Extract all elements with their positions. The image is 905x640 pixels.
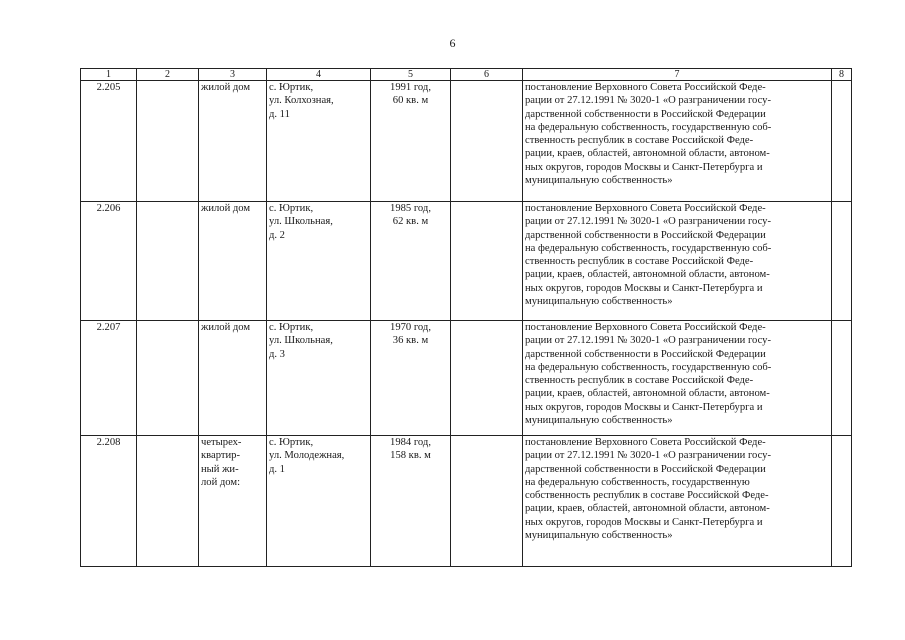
year-area-cell xyxy=(371,436,451,567)
object-type-cell xyxy=(199,436,267,567)
legal-basis-line: ных округов, городов Москвы и Санкт-Петербурга и xyxy=(525,401,763,413)
table-row xyxy=(81,321,852,436)
year-area-cell xyxy=(371,321,451,436)
area-line: 158 кв. м xyxy=(390,450,431,462)
object-type-line: квартир- xyxy=(201,450,240,462)
legal-basis-line: на федеральную собственность, государственную соб- xyxy=(525,242,772,254)
col6-cell xyxy=(451,81,523,202)
address-line: ул. Молодежная, xyxy=(269,450,345,462)
row-number: 2.206 xyxy=(81,202,137,321)
object-type-cell xyxy=(199,202,267,321)
header-cell-2: 2 xyxy=(137,69,199,81)
legal-basis-line: ственность республик в составе Российской Феде- xyxy=(525,375,754,387)
legal-basis-line: ных округов, городов Москвы и Санкт-Петербурга и xyxy=(525,161,763,173)
year-line: 1970 год, xyxy=(390,322,431,333)
year-line: 1984 год, xyxy=(390,437,431,448)
legal-basis-line: собственность республик в составе Российской Феде- xyxy=(525,490,769,502)
object-type-cell xyxy=(199,81,267,202)
legal-basis-cell xyxy=(523,321,832,436)
header-cell-4: 4 xyxy=(267,69,371,81)
legal-basis-line: рации от 27.12.1991 № 3020-1 «О разграничении госу- xyxy=(525,450,772,462)
legal-basis-line: постановление Верховного Совета Российской Феде- xyxy=(525,322,766,333)
col2-cell xyxy=(137,81,199,202)
col2-cell xyxy=(137,321,199,436)
legal-basis-line: муниципальную собственность» xyxy=(525,296,673,308)
property-register-table xyxy=(80,68,852,567)
address-cell xyxy=(267,202,371,321)
legal-basis-line: дарственной собственности в Российской Федерации xyxy=(525,229,766,241)
address-line: д. 1 xyxy=(269,463,285,475)
row-number: 2.205 xyxy=(81,81,137,202)
header-cell-3: 3 xyxy=(199,69,267,81)
address-line: д. 11 xyxy=(269,108,290,120)
table-row xyxy=(81,202,852,321)
legal-basis-line: рации, краев, областей, автономной области, автоном- xyxy=(525,388,770,400)
address-line: с. Юртик, xyxy=(269,203,314,214)
area-line: 62 кв. м xyxy=(392,216,429,228)
legal-basis-cell xyxy=(523,202,832,321)
object-type-line: ный жи- xyxy=(201,463,239,475)
object-type-cell xyxy=(199,321,267,436)
address-cell xyxy=(267,81,371,202)
col8-cell xyxy=(832,81,852,202)
address-line: ул. Колхозная, xyxy=(269,95,334,107)
legal-basis-cell xyxy=(523,436,832,567)
table-row xyxy=(81,81,852,202)
address-line: ул. Школьная, xyxy=(269,216,333,228)
legal-basis-line: муниципальную собственность» xyxy=(525,175,673,187)
area-line: 60 кв. м xyxy=(392,95,429,107)
address-line: д. 2 xyxy=(269,229,285,241)
row-number: 2.207 xyxy=(81,321,137,436)
legal-basis-line: муниципальную собственность» xyxy=(525,530,673,542)
col6-cell xyxy=(451,436,523,567)
row-number: 2.208 xyxy=(81,436,137,567)
header-cell-7: 7 xyxy=(523,69,832,81)
legal-basis-line: рации от 27.12.1991 № 3020-1 «О разграничении госу- xyxy=(525,95,772,107)
legal-basis-line: рации, краев, областей, автономной области, автоном- xyxy=(525,148,770,160)
header-cell-8: 8 xyxy=(832,69,852,81)
year-line: 1991 год, xyxy=(390,82,431,93)
object-type-line: жилой дом xyxy=(201,322,251,333)
col8-cell xyxy=(832,202,852,321)
header-cell-6: 6 xyxy=(451,69,523,81)
header-cell-1: 1 xyxy=(81,69,137,81)
legal-basis-cell xyxy=(523,81,832,202)
legal-basis-line: постановление Верховного Совета Российской Феде- xyxy=(525,203,766,214)
table-row xyxy=(81,436,852,567)
object-type-line: четырех- xyxy=(201,437,242,448)
legal-basis-line: муниципальную собственность» xyxy=(525,415,673,427)
address-line: д. 3 xyxy=(269,348,285,360)
legal-basis-line: на федеральную собственность, государственную xyxy=(525,476,750,488)
object-type-line: лой дом: xyxy=(201,476,241,488)
legal-basis-line: ных округов, городов Москвы и Санкт-Петербурга и xyxy=(525,282,763,294)
legal-basis-line: постановление Верховного Совета Российской Феде- xyxy=(525,437,766,448)
page-number: 6 xyxy=(449,36,456,50)
col8-cell xyxy=(832,321,852,436)
area-line: 36 кв. м xyxy=(392,335,429,347)
legal-basis-line: ных округов, городов Москвы и Санкт-Петербурга и xyxy=(525,516,763,528)
legal-basis-line: дарственной собственности в Российской Федерации xyxy=(525,463,766,475)
legal-basis-line: ственность республик в составе Российской Феде- xyxy=(525,135,754,147)
col6-cell xyxy=(451,202,523,321)
address-line: с. Юртик, xyxy=(269,437,314,448)
col8-cell xyxy=(832,436,852,567)
header-row xyxy=(81,69,852,81)
legal-basis-line: дарственной собственности в Российской Федерации xyxy=(525,348,766,360)
header-cell-5: 5 xyxy=(371,69,451,81)
legal-basis-line: дарственной собственности в Российской Федерации xyxy=(525,108,766,120)
legal-basis-line: рации, краев, областей, автономной области, автоном- xyxy=(525,503,770,515)
address-line: с. Юртик, xyxy=(269,322,314,333)
legal-basis-line: рации, краев, областей, автономной области, автоном- xyxy=(525,269,770,281)
year-area-cell xyxy=(371,81,451,202)
object-type-line: жилой дом xyxy=(201,203,251,214)
legal-basis-line: рации от 27.12.1991 № 3020-1 «О разграничении госу- xyxy=(525,335,772,347)
year-line: 1985 год, xyxy=(390,203,431,214)
legal-basis-line: рации от 27.12.1991 № 3020-1 «О разграничении госу- xyxy=(525,216,772,228)
address-line: с. Юртик, xyxy=(269,82,314,93)
address-line: ул. Школьная, xyxy=(269,335,333,347)
legal-basis-line: на федеральную собственность, государственную соб- xyxy=(525,361,772,373)
col6-cell xyxy=(451,321,523,436)
col2-cell xyxy=(137,436,199,567)
address-cell xyxy=(267,321,371,436)
legal-basis-line: на федеральную собственность, государственную соб- xyxy=(525,121,772,133)
object-type-line: жилой дом xyxy=(201,82,251,93)
col2-cell xyxy=(137,202,199,321)
year-area-cell xyxy=(371,202,451,321)
legal-basis-line: ственность республик в составе Российской Феде- xyxy=(525,256,754,268)
legal-basis-line: постановление Верховного Совета Российской Феде- xyxy=(525,82,766,93)
address-cell xyxy=(267,436,371,567)
